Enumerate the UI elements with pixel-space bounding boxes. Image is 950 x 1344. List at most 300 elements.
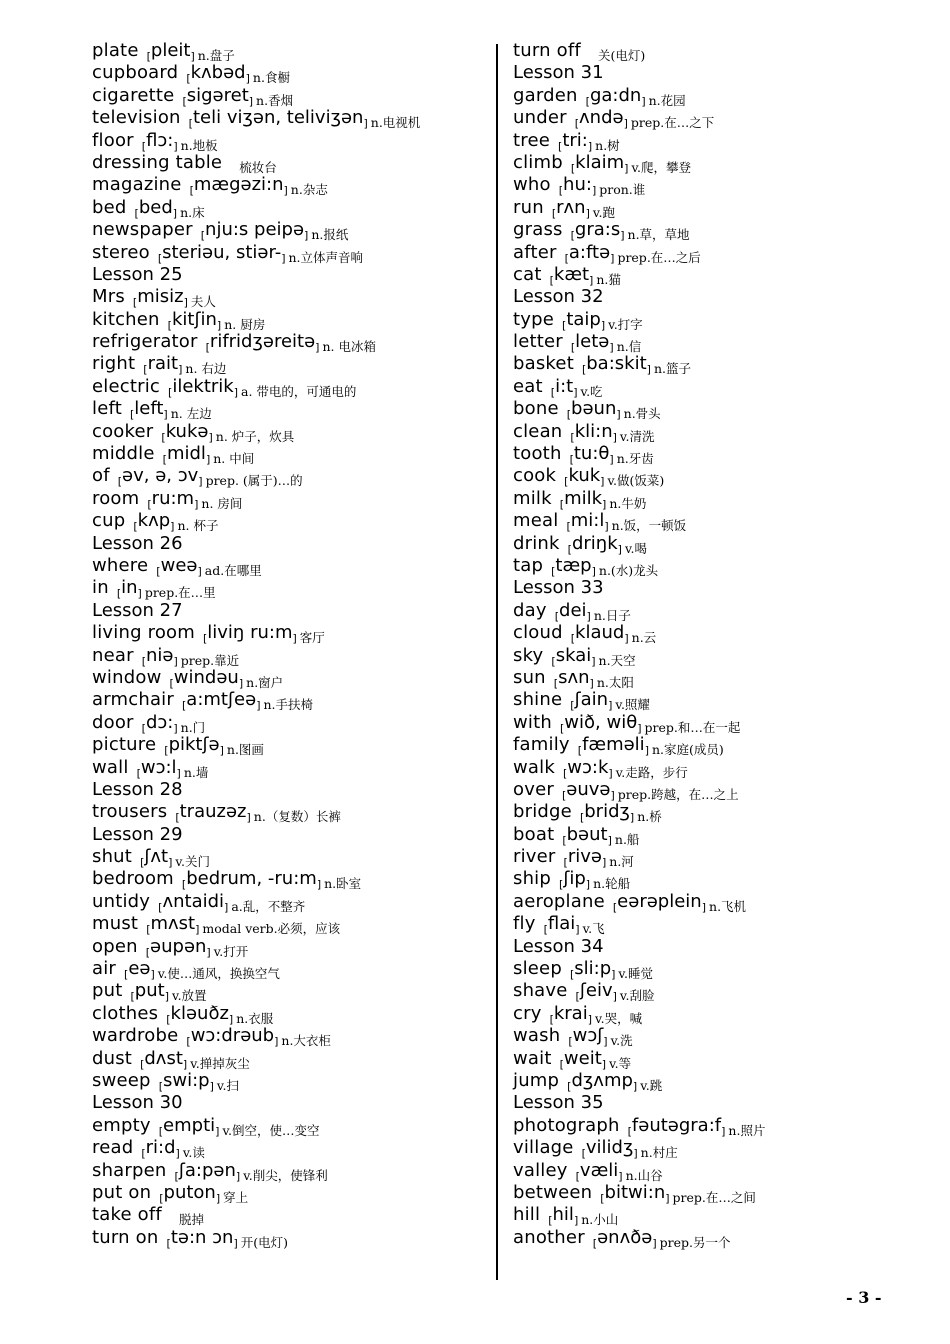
phonetic-text: put — [134, 980, 165, 1002]
vocab-entry — [513, 376, 913, 398]
phonetic: $_[$eərəplein$_]$ — [612, 890, 707, 914]
vocab-entry — [513, 443, 913, 465]
vocab-word: walk — [513, 756, 555, 778]
definition: n.墙 — [183, 764, 209, 780]
definition: n.信 — [616, 339, 642, 355]
vocab-word: refrigerator — [92, 331, 198, 353]
phonetic: $_[$a:mtʃeə$_]$ — [182, 689, 261, 713]
vocab-entry — [513, 421, 913, 443]
vocab-entry — [513, 309, 913, 331]
definition: n.立体声音响 — [288, 249, 364, 265]
vocab-entry — [92, 1025, 492, 1047]
phonetic-text: klaim — [575, 151, 625, 173]
vocab-word: cigarette — [92, 84, 175, 106]
vocab-entry — [92, 891, 492, 913]
vocab-entry — [513, 1115, 913, 1137]
vocab-entry — [92, 936, 492, 958]
vocab-entry — [92, 130, 492, 152]
phonetic-text: ʃip — [563, 868, 586, 890]
phonetic: $_[$put$_]$ — [130, 980, 169, 1004]
phonetic-text: a:ftə — [568, 241, 611, 263]
phonetic: $_[in_]$ — [116, 577, 142, 601]
vocab-entry — [513, 398, 913, 420]
lesson-heading: Lesson 34 — [513, 935, 604, 957]
phonetic-text: a:mtʃeə — [186, 689, 257, 711]
vocab-word: hill — [513, 1204, 541, 1226]
vocab-word: right — [92, 353, 136, 375]
phonetic: $_[$bridʒ$_]$ — [579, 801, 635, 825]
vocab-entry — [92, 667, 492, 689]
vocab-entry — [92, 197, 492, 219]
vocab-entry — [513, 85, 913, 107]
phonetic: $_[$milk$_]$ — [559, 487, 607, 511]
vocab-word: river — [513, 846, 556, 868]
phonetic: $_[ri:d_]$ — [141, 1137, 180, 1161]
vocab-word: empty — [92, 1114, 151, 1136]
definition: n.报纸 — [311, 227, 349, 243]
definition: n.桥 — [637, 809, 662, 825]
phonetic: $_[$teli viʒən, teliviʒən$_]$ — [188, 107, 368, 131]
phonetic-text: rivə — [567, 846, 602, 868]
definition: n.(水)龙头 — [598, 562, 659, 578]
vocab-entry — [92, 510, 492, 532]
vocab-word: must — [92, 913, 139, 935]
vocab-entry — [513, 264, 913, 286]
phonetic: $_[$hil$_]$ — [548, 1204, 579, 1228]
phonetic: $_[$eə$_]$ — [124, 958, 155, 982]
phonetic-text: windəu — [173, 666, 239, 688]
phonetic: $_[wɔ:k_]$ — [562, 756, 613, 780]
vocab-word: read — [92, 1137, 134, 1159]
definition: pron.谁 — [599, 182, 646, 198]
phonetic-text: steriəu, stiər- — [162, 241, 282, 263]
definition: v.吃 — [580, 383, 603, 399]
vocab-entry — [92, 1227, 492, 1249]
vocab-word: cook — [513, 465, 557, 487]
definition: prep.在…之下 — [630, 115, 715, 131]
phonetic-text: rʌn — [556, 196, 586, 218]
phonetic: $_[$bed$_]$ — [134, 196, 178, 220]
phonetic-text: ba:skit — [586, 353, 647, 375]
phonetic-text: milk — [564, 487, 603, 509]
phonetic-text: letə — [575, 331, 610, 353]
vocab-entry — [92, 1003, 492, 1025]
phonetic-text: mi:l — [570, 510, 605, 532]
vocab-entry — [92, 219, 492, 241]
phonetic-text: ənʌðə — [597, 1226, 653, 1248]
phonetic-text: kləuðz — [170, 1002, 229, 1024]
vocab-entry — [92, 1115, 492, 1137]
phonetic-text: piktʃə — [168, 734, 220, 756]
phonetic-text: driŋk — [571, 532, 618, 554]
phonetic-text: tu:θ — [573, 443, 610, 465]
vocab-entry — [513, 555, 913, 577]
definition: v.清洗 — [619, 428, 655, 444]
vocab-word: who — [513, 174, 551, 196]
vocab-entry — [92, 286, 492, 308]
phonetic-text: bridʒ — [584, 801, 630, 823]
definition: v.哭，喊 — [595, 1010, 643, 1026]
phonetic-text: kæt — [553, 263, 590, 285]
phonetic: $_[$liviŋ $ru:m_]$ — [202, 622, 297, 646]
lesson-heading: Lesson 32 — [513, 286, 604, 308]
definition: n.草，草地 — [627, 227, 690, 243]
definition: n. 电冰箱 — [322, 339, 376, 355]
vocab-word: wash — [513, 1025, 561, 1047]
vocab-word: under — [513, 107, 567, 129]
vocab-word: left — [92, 398, 122, 420]
vocab-entry — [513, 1048, 913, 1070]
vocab-word: over — [513, 778, 554, 800]
phonetic-text: wið, wiθ — [564, 711, 638, 733]
definition: 梳妆台 — [239, 159, 277, 175]
definition: n. 右边 — [185, 361, 227, 377]
vocab-entry — [513, 465, 913, 487]
definition: n.骨头 — [623, 406, 661, 422]
vocab-entry — [513, 958, 913, 980]
vocab-entry — [513, 801, 913, 823]
definition: n.天空 — [598, 652, 636, 668]
vocab-word: valley — [513, 1159, 568, 1181]
vocab-word: bedroom — [92, 868, 174, 890]
vocab-entry — [513, 757, 913, 779]
definition: n.船 — [614, 831, 640, 847]
vocab-entry — [513, 779, 913, 801]
definition: n.（复数）长裤 — [253, 809, 341, 825]
vocab-word: put on — [92, 1181, 152, 1203]
phonetic-text: hu: — [563, 174, 592, 196]
phonetic-text: bed — [138, 196, 173, 218]
definition: v.跑 — [592, 204, 615, 220]
phonetic-text: gra:s — [574, 219, 621, 241]
definition: v.打开 — [213, 943, 249, 959]
lesson-heading: Lesson 27 — [92, 599, 183, 621]
vocab-entry — [92, 689, 492, 711]
vocab-entry — [513, 331, 913, 353]
phonetic: $_[$taip$_]$ — [562, 308, 606, 332]
vocab-word: tree — [513, 129, 551, 151]
vocab-entry — [513, 1204, 913, 1226]
phonetic-text: rait — [147, 353, 179, 375]
phonetic: $_[$left$_]$ — [129, 398, 168, 422]
vocab-word: trousers — [92, 801, 168, 823]
phonetic-text: ilektrik — [172, 375, 234, 397]
page-number: - 3 - — [846, 1288, 882, 1307]
vocab-entry — [513, 242, 913, 264]
vocab-word: climb — [513, 151, 563, 173]
definition: n.窗户 — [246, 674, 284, 690]
vocab-word: cooker — [92, 420, 154, 442]
vocab-word: tap — [513, 554, 544, 576]
phonetic: $_[tu:\theta_]$ — [569, 443, 614, 467]
vocab-word: grass — [513, 219, 563, 241]
vocab-word: jump — [513, 1069, 560, 1091]
phonetic-text: bəut — [566, 823, 608, 845]
phonetic-text: wɔ:k — [567, 756, 609, 778]
vocab-word: magazine — [92, 174, 182, 196]
vocab-word: fly — [513, 913, 536, 935]
definition: v.扫 — [216, 1077, 239, 1093]
vocab-word: stereo — [92, 241, 150, 263]
vocab-word: of — [92, 465, 110, 487]
vocab-word: take off — [92, 1204, 162, 1226]
definition: n.村庄 — [640, 1145, 678, 1161]
vocab-word: shave — [513, 980, 568, 1002]
phonetic: $_[$kukə$_]$ — [161, 420, 213, 444]
phonetic: $_[$sʌn$_]$ — [553, 666, 594, 690]
definition: prep. (属于)…的 — [205, 473, 303, 489]
definition: v.喝 — [624, 540, 647, 556]
vocab-word: meal — [513, 510, 559, 532]
vocab-entry — [92, 107, 492, 129]
vocab-word: clothes — [92, 1002, 159, 1024]
definition: n.盘子 — [197, 48, 235, 63]
phonetic-text: in — [121, 577, 138, 599]
vocab-word: floor — [92, 129, 134, 151]
vocab-entry — [513, 1160, 913, 1182]
definition: n.图画 — [226, 742, 264, 758]
definition: modal verb.必须，应该 — [202, 921, 341, 937]
vocab-word: sun — [513, 666, 546, 688]
phonetic: $_[mi:l_]$ — [566, 510, 609, 534]
phonetic-text: eə — [128, 958, 151, 980]
vocab-word: door — [92, 711, 134, 733]
vocab-word: dust — [92, 1047, 133, 1069]
vocab-word: newspaper — [92, 219, 193, 241]
vocab-entry — [92, 1204, 492, 1226]
phonetic-text: kitʃin — [171, 308, 217, 330]
phonetic-text: fəutəgra:f — [631, 1114, 722, 1136]
vocab-entry — [92, 555, 492, 577]
vocab-entry — [92, 421, 492, 443]
definition: prep.另一个 — [659, 1234, 731, 1250]
definition: n.日子 — [593, 607, 631, 623]
phonetic: $_[gra:s_]$ — [570, 219, 625, 243]
phonetic-text: ru:m — [151, 487, 195, 509]
definition: n.轮船 — [593, 876, 631, 892]
phonetic-text: ʌntaidi — [162, 890, 225, 912]
left-column — [92, 40, 492, 1249]
phonetic: $_[$ʃain$_]$ — [570, 689, 613, 713]
vocab-word: bridge — [513, 801, 572, 823]
phonetic-text: taip — [566, 308, 601, 330]
vocab-entry — [92, 309, 492, 331]
phonetic: $_[$bəut$_]$ — [562, 823, 612, 847]
vocab-entry — [513, 1137, 913, 1159]
phonetic: $_[flɔ:_]$ — [141, 129, 178, 153]
lesson-heading: Lesson 31 — [513, 62, 604, 84]
phonetic: $_[$kʌbəd$_]$ — [186, 62, 250, 86]
definition: v.飞 — [582, 921, 605, 937]
definition: n.牛奶 — [609, 495, 647, 511]
definition: v.做(饭菜) — [607, 473, 665, 489]
phonetic-text: flɔ: — [146, 129, 174, 151]
phonetic-text: nju:s peipə — [205, 219, 305, 241]
vocab-word: cat — [513, 263, 542, 285]
phonetic-text: left — [134, 398, 164, 420]
phonetic: $_[$kuk$_]$ — [564, 465, 605, 489]
definition: n.树 — [595, 137, 620, 153]
vocab-entry — [92, 152, 492, 174]
vocab-word: middle — [92, 443, 155, 465]
definition: v.照耀 — [615, 697, 650, 713]
definition: n.饭，一顿饭 — [611, 518, 687, 534]
definition: v.关门 — [175, 854, 210, 870]
phonetic-text: ga:dn — [589, 84, 642, 106]
phonetic-text: sli:p — [574, 958, 612, 980]
phonetic-text: ri:d — [145, 1137, 176, 1159]
vocab-entry — [92, 913, 492, 935]
vocab-entry — [513, 174, 913, 196]
phonetic-text: klaud — [575, 622, 625, 644]
phonetic: $_[fəutəgra:f_]$ — [627, 1114, 726, 1138]
definition: 夫人 — [190, 294, 216, 310]
phonetic: $_[$piktʃə$_]$ — [164, 734, 224, 758]
definition: n.河 — [609, 854, 634, 870]
phonetic-text: kli:n — [574, 420, 613, 442]
vocab-word: where — [92, 554, 149, 576]
phonetic-text: empti — [163, 1114, 216, 1136]
phonetic-text: sʌn — [558, 666, 590, 688]
vocab-entry — [92, 712, 492, 734]
definition: 穿上 — [223, 1189, 249, 1205]
vocab-word: put — [92, 980, 123, 1002]
phonetic: $_[$væli$_]$ — [575, 1159, 623, 1183]
definition: n.照片 — [728, 1122, 766, 1138]
vocab-word: bone — [513, 398, 559, 420]
vocab-word: shine — [513, 689, 563, 711]
definition: v.削尖，使锋利 — [243, 1167, 328, 1183]
phonetic: $_[$misiz$_]$ — [132, 286, 188, 310]
vocab-entry — [513, 689, 913, 711]
phonetic-text: kʌp — [137, 510, 171, 532]
definition: prep.在…之后 — [617, 249, 701, 265]
phonetic: $_[$bedrum, $-ru:m_]$ — [181, 868, 322, 892]
phonetic: $_[$weə$_]$ — [156, 554, 202, 578]
phonetic: $_[bitwi:n_]$ — [600, 1181, 670, 1205]
lesson-heading: Lesson 26 — [92, 532, 183, 554]
right-column — [513, 40, 913, 1249]
definition: v.刮脸 — [619, 988, 655, 1004]
phonetic: $_[dɔ:_]$ — [141, 711, 178, 735]
phonetic: $_[$əv, ə, ɔv$_]$ — [117, 465, 203, 489]
vocab-entry — [513, 980, 913, 1002]
vocab-word: shut — [92, 846, 133, 868]
vocab-word: garden — [513, 84, 578, 106]
phonetic: $_[$wɔ:drəub$_]$ — [186, 1025, 279, 1049]
phonetic-text: fæməli — [582, 734, 645, 756]
definition: n. 中间 — [213, 451, 255, 467]
vocab-word: cupboard — [92, 62, 179, 84]
phonetic: $_[$letə$_]$ — [570, 331, 614, 355]
vocab-entry — [92, 801, 492, 823]
vocab-word: drink — [513, 532, 560, 554]
phonetic: $_[$a:ftə$_]$ — [564, 241, 615, 265]
vocab-entry — [513, 1003, 913, 1025]
phonetic: $_[$ba:skit$_]$ — [581, 353, 651, 377]
phonetic-text: midl — [166, 443, 206, 465]
phonetic: $_[$wið, wiθ$_]$ — [560, 711, 642, 735]
vocab-word: window — [92, 666, 162, 688]
definition: 客厅 — [299, 630, 325, 646]
definition: v.使…通风，换换空气 — [157, 966, 280, 982]
vocab-entry — [92, 1070, 492, 1092]
phonetic-text: kukə — [165, 420, 209, 442]
phonetic: $_[$dei$_]$ — [554, 599, 591, 623]
phonetic: $_[$steriəu, stiər-$_]$ — [157, 241, 286, 265]
phonetic-text: teli viʒən, teliviʒən — [192, 107, 364, 129]
vocab-entry — [92, 980, 492, 1002]
vocab-entry — [92, 62, 492, 84]
phonetic-text: sigəret — [186, 84, 249, 106]
vocab-entry — [92, 353, 492, 375]
vocab-word: armchair — [92, 689, 174, 711]
phonetic: $_[mægəzi:n_]$ — [189, 174, 288, 198]
vocab-word: boat — [513, 823, 555, 845]
definition: n. 厨房 — [224, 316, 266, 332]
vocab-entry — [92, 734, 492, 756]
phonetic: $_[$ʃeiv$_]$ — [575, 980, 617, 1004]
phonetic: $_[$kitʃin$_]$ — [167, 308, 222, 332]
phonetic-text: krai — [553, 1002, 588, 1024]
vocab-entry — [513, 510, 913, 532]
definition: v.读 — [182, 1145, 205, 1161]
phonetic: $_[$tæp$_]$ — [551, 554, 596, 578]
definition: v.掸掉灰尘 — [190, 1055, 250, 1071]
vocab-word: eat — [513, 375, 543, 397]
vocab-word: turn on — [92, 1226, 159, 1248]
vocab-word: television — [92, 107, 181, 129]
phonetic: $_[$vilidʒ$_]$ — [581, 1137, 638, 1161]
phonetic: $_[$driŋk$_]$ — [567, 532, 622, 556]
definition: n.猫 — [596, 271, 621, 287]
phonetic-text: hil — [552, 1204, 574, 1226]
definition: n.山谷 — [625, 1167, 663, 1183]
vocab-entry — [513, 622, 913, 644]
definition: n.香烟 — [256, 92, 294, 108]
vocab-entry — [92, 958, 492, 980]
vocab-word: cup — [92, 510, 126, 532]
phonetic-text: wɔʃ — [572, 1025, 604, 1047]
vocab-entry — [513, 1227, 913, 1249]
vocab-word: plate — [92, 40, 139, 61]
phonetic: $_[$empti$_]$ — [158, 1114, 220, 1138]
vocab-entry — [513, 1025, 913, 1047]
phonetic-text: liviŋ ru:m — [207, 622, 293, 644]
vocab-word: with — [513, 711, 552, 733]
lesson-heading: Lesson 25 — [92, 263, 183, 285]
vocab-word: day — [513, 599, 547, 621]
phonetic: $_[ru:m_]$ — [147, 487, 199, 511]
vocab-entry — [92, 645, 492, 667]
definition: n.门 — [180, 719, 206, 735]
definition: n.地板 — [180, 137, 218, 153]
phonetic-text: dʒʌmp — [571, 1069, 633, 1091]
phonetic: $_[$ʌntaidi$_]$ — [158, 890, 229, 914]
definition: 脱掉 — [178, 1212, 204, 1228]
definition: n.衣服 — [236, 1010, 274, 1026]
vocab-entry — [92, 398, 492, 420]
phonetic: $_[$ilektrik$_]$ — [168, 375, 238, 399]
phonetic: $_[$ʃa:pən$_]$ — [174, 1159, 241, 1183]
vocab-word: Mrs — [92, 286, 125, 308]
vocab-entry — [513, 130, 913, 152]
definition: n.花园 — [648, 92, 686, 108]
phonetic-text: kʌbəd — [190, 62, 246, 84]
phonetic-text: swi:p — [162, 1069, 210, 1091]
phonetic: $_[$kʌp$_]$ — [133, 510, 175, 534]
vocab-entry — [92, 488, 492, 510]
